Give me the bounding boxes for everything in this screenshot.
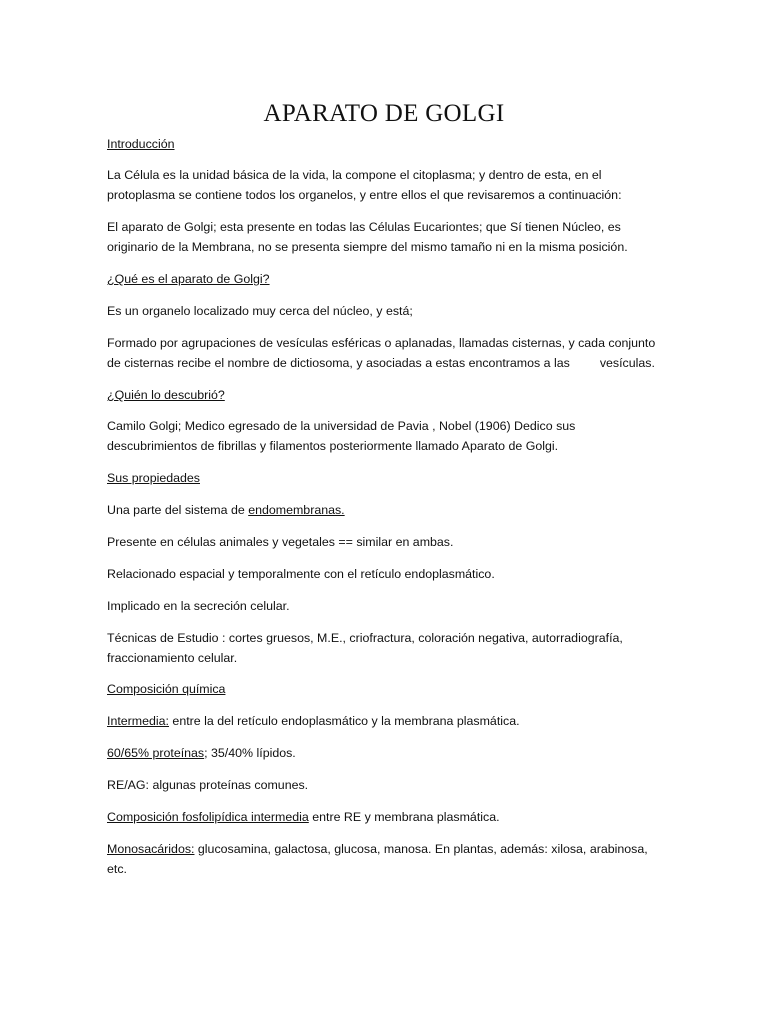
text-line: protoplasma se contiene todos los organelos, y entre ellos el que revisaremos a continuación: xyxy=(107,188,622,202)
document-title: APARATO DE GOLGI xyxy=(263,100,505,127)
link-endomembranas: endomembranas. xyxy=(248,503,345,517)
paragraph-que-es-1: Es un organelo localizado muy cerca del núcleo, y está; xyxy=(107,304,413,318)
text-underlined: Monosacáridos: xyxy=(107,842,195,856)
text-line: fraccionamiento celular. xyxy=(107,651,238,665)
text-line: La Célula es la unidad básica de la vida, la compone el citoplasma; y dentro de esta, en el xyxy=(107,168,602,182)
property-5 xyxy=(107,628,667,668)
text-segment: vesículas. xyxy=(599,356,655,370)
property-3: Relacionado espacial y temporalmente con el retículo endoplasmático. xyxy=(107,567,495,581)
composition-3: RE/AG: algunas proteínas comunes. xyxy=(107,778,309,792)
text-underlined: Intermedia: xyxy=(107,714,169,728)
property-1 xyxy=(107,500,667,520)
text-underlined: 60/65% proteínas xyxy=(107,746,205,760)
text-segment: entre RE y membrana plasmática. xyxy=(308,810,500,824)
property-4: Implicado en la secreción celular. xyxy=(107,599,290,613)
text-segment: ; 35/40% lípidos. xyxy=(204,746,296,760)
paragraph-intro-2 xyxy=(107,217,667,257)
text-line: El aparato de Golgi; esta presente en todas las Células Eucariontes; que Sí tienen Núcleo, es xyxy=(107,220,621,234)
text-line xyxy=(107,353,667,373)
heading-introduccion: Introducción xyxy=(107,137,175,151)
text-line: originario de la Membrana, no se presenta siempre del mismo tamaño ni en la misma posición. xyxy=(107,240,628,254)
text-segment: glucosamina, galactosa, glucosa, manosa. En plantas, además: xilosa, arabinosa, xyxy=(194,842,648,856)
text-line: Formado por agrupaciones de vesículas esféricas o aplanadas, llamadas cisternas, y cada conjunto xyxy=(107,336,656,350)
composition-2 xyxy=(107,743,667,763)
heading-que-es: ¿Qué es el aparato de Golgi? xyxy=(107,272,270,286)
text-line xyxy=(107,839,667,859)
text-segment: entre la del retículo endoplasmático y la membrana plasmática. xyxy=(168,714,520,728)
composition-4 xyxy=(107,807,667,827)
text-line: descubrimientos de fibrillas y filamentos posteriormente llamado Aparato de Golgi. xyxy=(107,439,559,453)
text-segment: Una parte del sistema de xyxy=(107,503,249,517)
composition-1 xyxy=(107,711,667,731)
text-line: etc. xyxy=(107,862,127,876)
property-2: Presente en células animales y vegetales == similar en ambas. xyxy=(107,535,454,549)
paragraph-que-es-2 xyxy=(107,333,667,373)
text-underlined: Composición fosfolipídica intermedia xyxy=(107,810,309,824)
paragraph-intro-1 xyxy=(107,165,667,205)
heading-propiedades: Sus propiedades xyxy=(107,471,200,485)
paragraph-quien xyxy=(107,416,667,456)
heading-composicion: Composición química xyxy=(107,682,226,696)
text-line: Camilo Golgi; Medico egresado de la universidad de Pavia , Nobel (1906) Dedico sus xyxy=(107,419,576,433)
text-line: Técnicas de Estudio : cortes gruesos, M.E., criofractura, coloración negativa, autorradiografía, xyxy=(107,631,623,645)
text-segment: de cisternas recibe el nombre de dictiosoma, y asociadas a estas encontramos a las xyxy=(107,356,570,370)
composition-5 xyxy=(107,839,667,879)
heading-quien: ¿Quién lo descubrió? xyxy=(107,388,225,402)
